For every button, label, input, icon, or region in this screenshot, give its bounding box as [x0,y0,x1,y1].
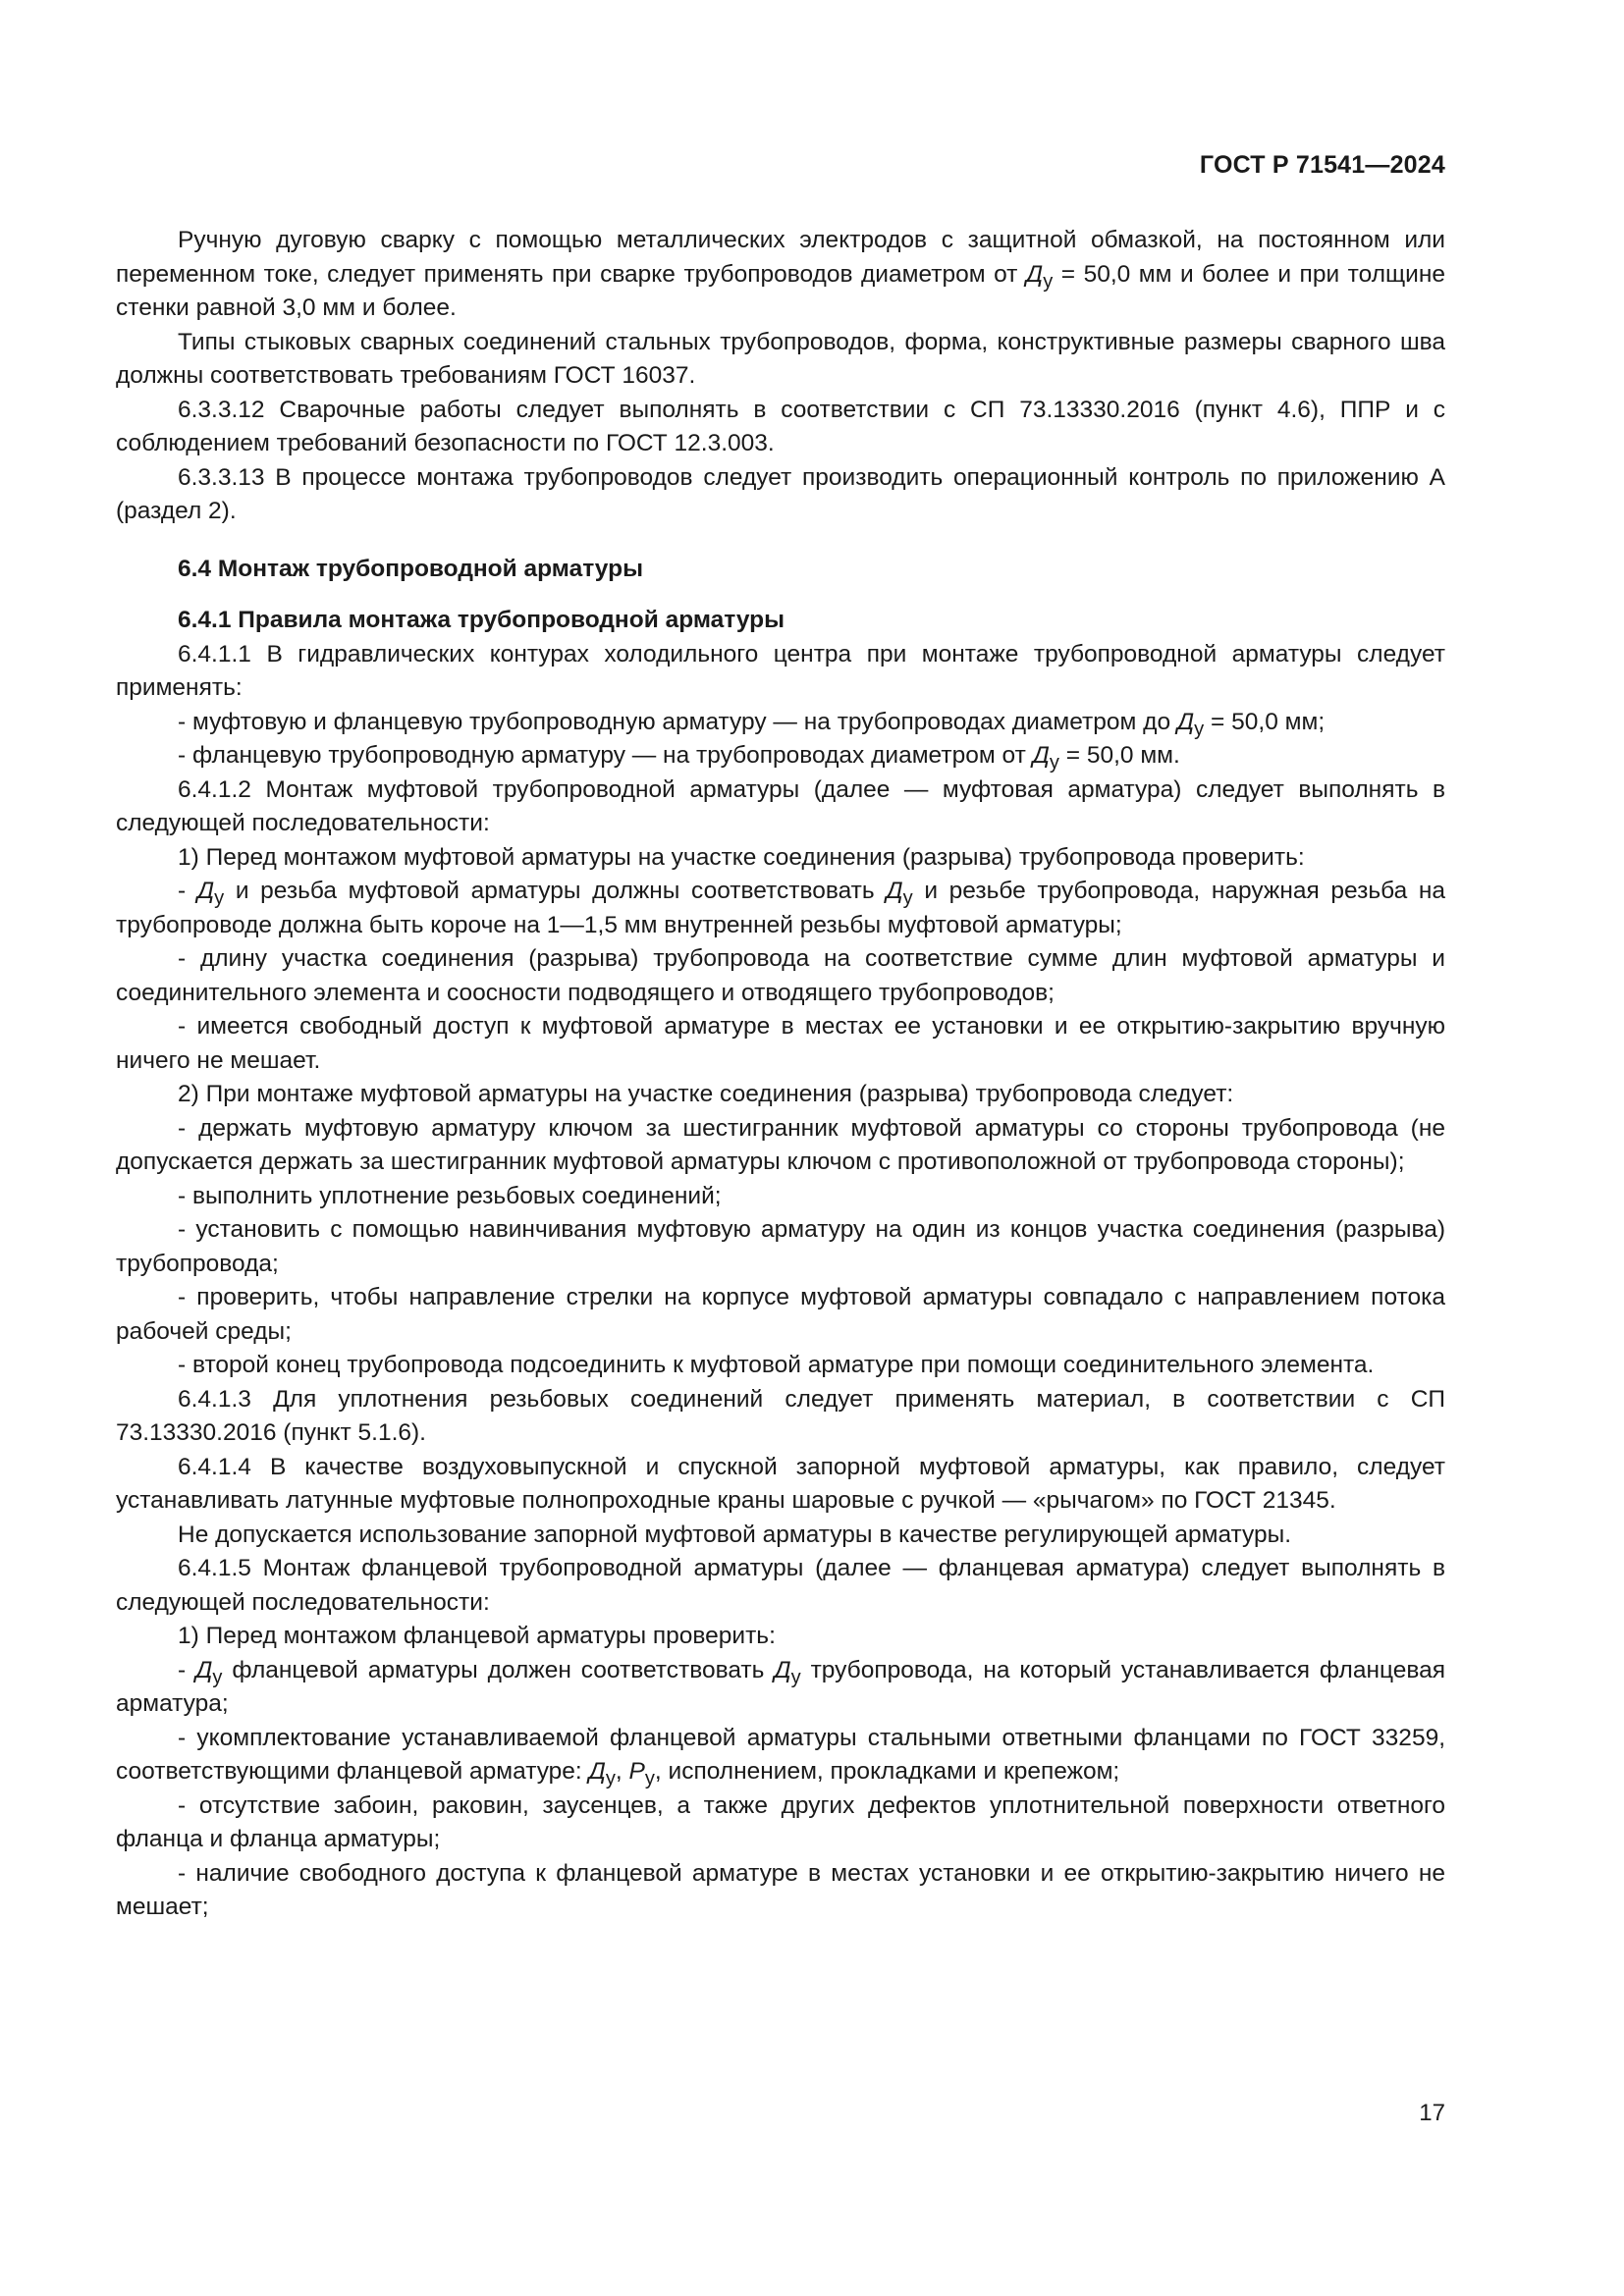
symbol-dy: $Д_у$ [1032,742,1059,774]
list-item: - длину участка соединения (разрыва) трубопровода на соответствие сумме длин муфтовой арматуры и соединительного элемента и соосности подводящего и отводящего трубопроводов; [116,945,1445,1006]
list-item: - отсутствие забоин, раковин, заусенцев, а также других дефектов уплотнительной поверхности ответного фланца и фланца арматуры; [116,1791,1445,1852]
list-item: - фланцевую трубопроводную арматуру — на трубопроводах диаметром от $Д_у = 50,0$ мм. [178,742,1180,774]
paragraph: 2) При монтаже муфтовой арматуры на участке соединения (разрыва) трубопровода следует: [178,1081,1234,1107]
paragraph: 6.4.1.4 В качестве воздуховыпускной и спускной запорной муфтовой арматуры, как правило, следует устанавливать латунные муфтовые полнопроходные краны шаровые с ручкой — «рычагом» по ГОСТ 21345. [116,1453,1445,1514]
paragraph: 6.4.1.1 В гидравлических контурах холодильного центра при монтаже трубопроводной арматуры следует применять: [116,640,1445,701]
symbol-dy: $Д_у$ [1176,708,1205,740]
section-heading: 6.4 Монтаж трубопроводной арматуры [178,555,643,582]
list-item: - проверить, чтобы направление стрелки на корпусе муфтовой арматуры совпадало с направлением потока рабочей среды; [116,1284,1445,1345]
paragraph: Не допускается использование запорной муфтовой арматуры в качестве регулирующей арматуры. [178,1521,1292,1548]
symbol-dy: $Д_у$ [886,878,913,910]
document-body [116,224,1445,1925]
paragraph: 6.4.1.3 Для уплотнения резьбовых соединений следует применять материал, в соответствии с СП 73.13330.2016 (пункт 5.1.6). [116,1385,1445,1446]
list-item: - второй конец трубопровода подсоединить к муфтовой арматуре при помощи соединительного элемента. [178,1352,1375,1378]
list-item: - $Д_у$ и резьба муфтовой арматуры должны соответствовать $Д_у$ и резьбе трубопровода, наружная резьба на трубопроводе должна быть короче на 1—1,5 мм внутренней резьбы муфтовой арматуры; [116,878,1446,938]
paragraph: 6.3.3.12 Сварочные работы следует выполнять в соответствии с СП 73.13330.2016 (пункт 4.6), ППР и с соблюдением требований безопасности по ГОСТ 12.3.003. [116,396,1445,456]
list-item: - установить с помощью навинчивания муфтовую арматуру на один из концов участка соединения (разрыва) трубопровода; [116,1216,1445,1277]
subsection-heading: 6.4.1 Правила монтажа трубопроводной арматуры [178,607,785,633]
list-item: - держать муфтовую арматуру ключом за шестигранник муфтовой арматуры со стороны трубопровода (не допускается держать за шестигранник муфтовой арматуры ключом с противоположной от трубопровода стороны); [116,1114,1445,1175]
paragraph: Типы стыковых сварных соединений стальных трубопроводов, форма, конструктивные размеры сварного шва должны соответствовать требованиям ГОСТ 16037. [116,328,1445,389]
list-item: - имеется свободный доступ к муфтовой арматуре в местах ее установки и ее открытию-закрытию вручную ничего не мешает. [116,1013,1445,1074]
paragraph: 6.4.1.2 Монтаж муфтовой трубопроводной арматуры (далее — муфтовая арматура) следует выполнять в следующей последовательности: [116,775,1445,836]
symbol-py: $Р_у$ [628,1758,655,1790]
list-item: - $Д_у$ фланцевой арматуры должен соответствовать $Д_у$ трубопровода, на который устанавливается фланцевая арматура; [116,1656,1445,1717]
symbol-dy: $Д_у$ [196,878,225,910]
list-item: - укомплектование устанавливаемой фланцевой арматуры стальными ответными фланцами по ГОСТ 33259, соответствующими фланцевой арматуре: $Д_у$, $Р_у$, исполнением, прокладками и крепежом; [116,1724,1445,1790]
symbol-dy: $Д_у$ [588,1758,616,1790]
symbol-dy: $Д_у$ [1025,260,1054,293]
symbol-dy: $Д_у$ [195,1656,223,1688]
document-header: ГОСТ Р 71541—2024 [1199,151,1445,179]
list-item: - муфтовую и фланцевую трубопроводную арматуру — на трубопроводах диаметром до $Д_у = 50,0$ мм; [178,708,1326,740]
paragraph: 6.3.3.13 В процессе монтажа трубопроводов следует производить операционный контроль по приложению А (раздел 2). [116,463,1445,524]
paragraph: 1) Перед монтажом муфтовой арматуры на участке соединения (разрыва) трубопровода проверить: [178,843,1305,871]
paragraph: Ручную дуговую сварку с помощью металлических электродов с защитной обмазкой, на постоянном или переменном токе, следует применять при сварке трубопроводов диаметром от $Д_у = 50,0$ мм и более и при толщине стенки равной 3,0 мм и более. [116,227,1445,321]
list-item: - наличие свободного доступа к фланцевой арматуре в местах установки и ее открытию-закрытию ничего не мешает; [116,1859,1445,1920]
paragraph: 6.4.1.5 Монтаж фланцевой трубопроводной арматуры (далее — фланцевая арматура) следует выполнять в следующей последовательности: [116,1555,1445,1616]
paragraph: 1) Перед монтажом фланцевой арматуры проверить: [178,1623,776,1649]
list-item: - выполнить уплотнение резьбовых соединений; [178,1182,722,1209]
page-number: 17 [1419,2100,1445,2126]
symbol-dy: $Д_у$ [774,1656,801,1688]
